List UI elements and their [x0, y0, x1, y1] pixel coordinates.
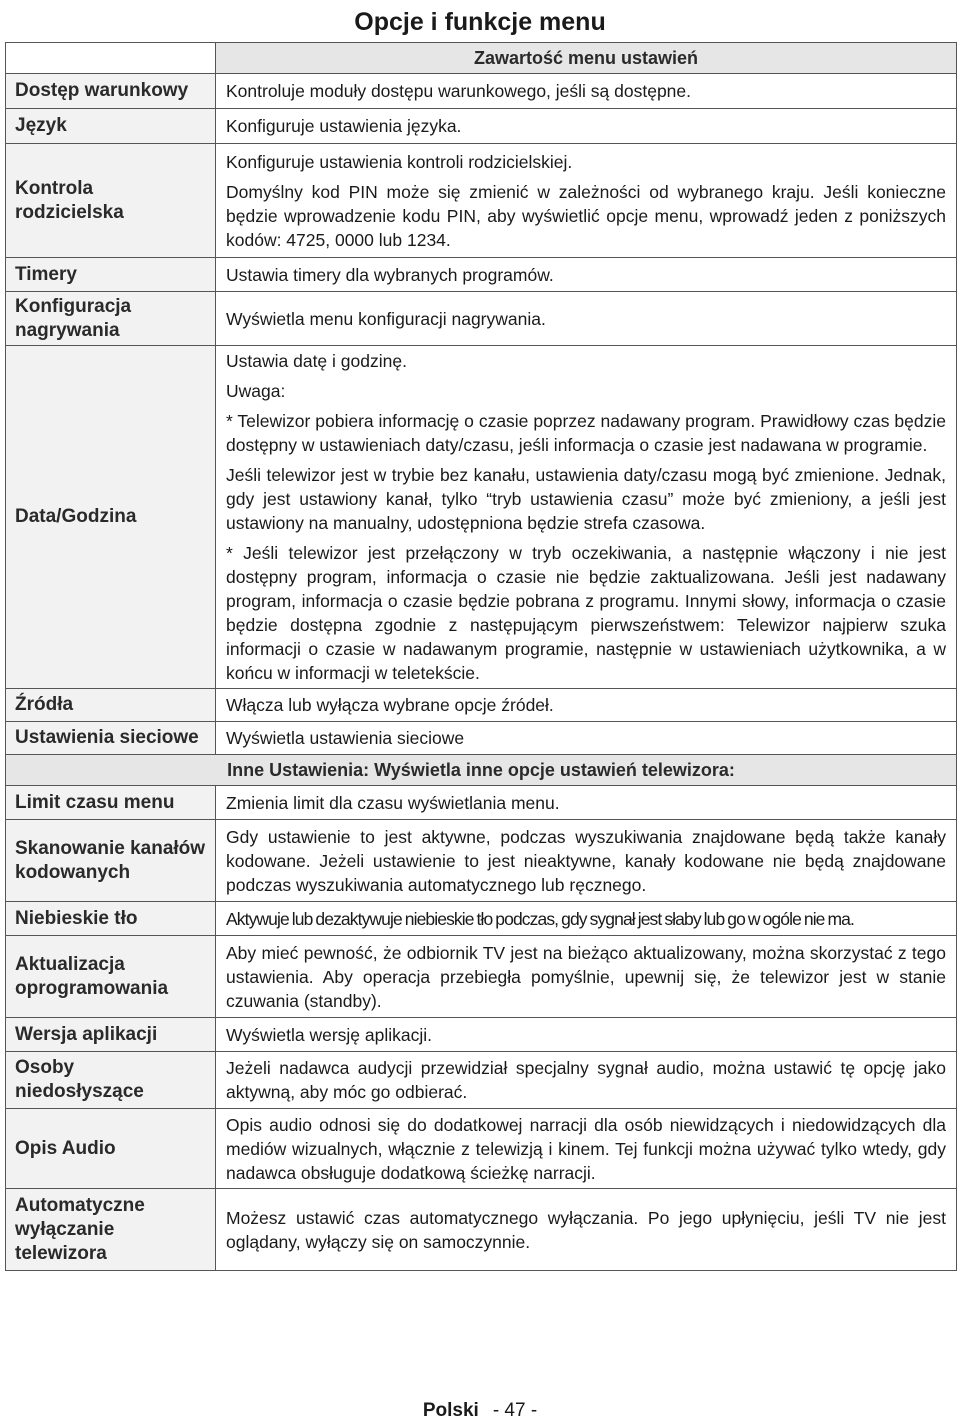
option-description: Konfiguruje ustawienia języka.	[216, 109, 957, 144]
option-name: Wersja aplikacji	[6, 1018, 216, 1052]
table-row	[6, 820, 957, 902]
option-name: Automatyczne wyłączanie telewizora	[6, 1189, 216, 1271]
option-description: Ustawia datę i godzinę. Uwaga: * Telewizor pobiera informację o czasie poprzez nadawany program. Prawidłowy czas będzie dostępny w ustawieniach daty/czasu, jeśli informacja o czasie jest nadawana w programie. Jeśli telewizor jest w trybie bez kanału, ustawienia daty/czasu mogą być zmienione. Jednak, gdy jest ustawiony kanał, tylko “tryb ustawienia czasu” może być zmieniony, a jeśli jest ustawiony na manualny, udostępniona będzie strefa czasowa. * Jeśli telewizor jest przełączony w tryb oczekiwania, a następnie włączony i nie jest dostępny program, informacja o czasie nie będzie zaktualizowana. Jeśli jest nadawany program, informacja o czasie będzie pobrana z programu. Innymi słowy, informacja o czasie będzie dostępna zgodnie z następującym pierwszeństwem: Telewizor najpierw szuka informacji o czasie w nadawanym programie, następnie w ustawieniach użytkownika, a w końcu w informacji w teletekście.	[216, 346, 957, 689]
option-name: Dostęp warunkowy	[6, 74, 216, 109]
section-header-row	[6, 755, 957, 786]
table-row	[6, 346, 957, 689]
option-name: Limit czasu menu	[6, 786, 216, 820]
option-name: Skanowanie kanałów kodowanych	[6, 820, 216, 902]
page-title: Opcje i funkcje menu	[354, 8, 606, 36]
table-row	[6, 258, 957, 292]
option-name: Osoby niedosłyszące	[6, 1052, 216, 1109]
option-description: Wyświetla wersję aplikacji.	[216, 1018, 957, 1052]
option-description: Opis audio odnosi się do dodatkowej narracji dla osób niewidzących i niedowidzących dla mediów wizualnych, włącznie z telewizją i kinem. Tej funkcji można używać tylko wtedy, gdy nadawca obsługuje dodatkową ścieżkę narracji.	[216, 1109, 957, 1189]
table-row	[6, 109, 957, 144]
table-row	[6, 786, 957, 820]
table-row	[6, 936, 957, 1018]
option-description: Aby mieć pewność, że odbiornik TV jest na bieżąco aktualizowany, można skorzystać z tego ustawienia. Aby operacja przebiegła pomyślnie, upewnij się, że telewizor jest w stanie czuwania (standby).	[216, 936, 957, 1018]
section-heading: Zawartość menu ustawień	[216, 43, 957, 74]
table-row	[6, 902, 957, 936]
table-row	[6, 689, 957, 722]
option-name: Aktualizacja oprogramowania	[6, 936, 216, 1018]
footer-language: Polski	[422, 1400, 479, 1421]
option-name: Język	[6, 109, 216, 144]
option-description: Aktywuje lub dezaktywuje niebieskie tło podczas, gdy sygnał jest słaby lub go w ogóle nie ma.	[216, 902, 957, 936]
option-description: Kontroluje moduły dostępu warunkowego, jeśli są dostępne.	[216, 74, 957, 109]
option-description: Jeżeli nadawca audycji przewidział specjalny sygnał audio, można ustawić tę opcję jako aktywną, aby móc go odbierać.	[216, 1052, 957, 1109]
page-number: - 47 -	[492, 1400, 538, 1421]
option-description: Wyświetla menu konfiguracji nagrywania.	[216, 292, 957, 346]
section-header-row	[6, 43, 957, 74]
table-row	[6, 1109, 957, 1189]
table-row	[6, 74, 957, 109]
option-name: Timery	[6, 258, 216, 292]
menu-options-table	[5, 42, 957, 1271]
option-name: Ustawienia sieciowe	[6, 722, 216, 755]
table-row	[6, 722, 957, 755]
section-heading: Inne Ustawienia: Wyświetla inne opcje ustawień telewizora:	[6, 755, 957, 786]
table-row	[6, 1052, 957, 1109]
page-footer	[0, 1400, 960, 1422]
option-description: Wyświetla ustawienia sieciowe	[216, 722, 957, 755]
table-row	[6, 292, 957, 346]
option-name: Źródła	[6, 689, 216, 722]
table-row	[6, 1018, 957, 1052]
option-description: Włącza lub wyłącza wybrane opcje źródeł.	[216, 689, 957, 722]
option-description: Zmienia limit dla czasu wyświetlania menu.	[216, 786, 957, 820]
table-row	[6, 144, 957, 258]
option-description: Możesz ustawić czas automatycznego wyłączania. Po jego upłynięciu, jeśli TV nie jest oglądany, wyłączy się on samoczynnie.	[216, 1189, 957, 1271]
option-description: Gdy ustawienie to jest aktywne, podczas wyszukiwania znajdowane będą także kanały kodowane. Jeżeli ustawienie to jest nieaktywne, kanały kodowane nie będą znajdowane podczas wyszukiwania automatycznego lub ręcznego.	[216, 820, 957, 902]
option-description: Ustawia timery dla wybranych programów.	[216, 258, 957, 292]
option-name: Data/Godzina	[6, 346, 216, 689]
table-row	[6, 1189, 957, 1271]
option-name: Niebieskie tło	[6, 902, 216, 936]
option-name: Kontrola rodzicielska	[6, 144, 216, 258]
option-description: Konfiguruje ustawienia kontroli rodzicielskiej. Domyślny kod PIN może się zmienić w zależności od wybranego kraju. Jeśli konieczne będzie wprowadzenie kodu PIN, aby wyświetlić opcje menu, wprowadź jeden z poniższych kodów: 4725, 0000 lub 1234.	[216, 144, 957, 258]
option-name: Opis Audio	[6, 1109, 216, 1189]
option-name: Konfiguracja nagrywania	[6, 292, 216, 346]
